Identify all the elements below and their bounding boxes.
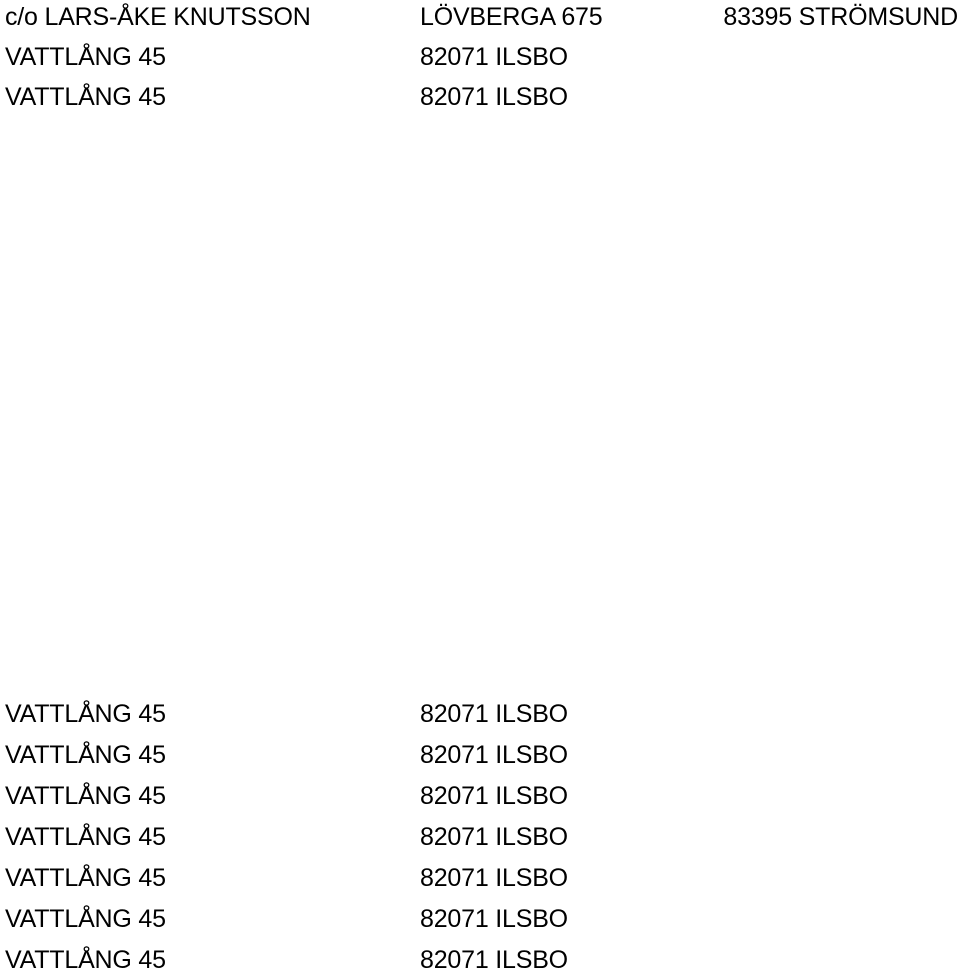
name-cell: VATTLÅNG 45: [5, 864, 166, 892]
name-cell: VATTLÅNG 45: [5, 43, 166, 71]
table-row: [0, 779, 960, 820]
name-cell: c/o LARS-ÅKE KNUTSSON: [5, 3, 311, 31]
table-row: [0, 738, 960, 779]
address-cell: 82071 ILSBO: [420, 905, 568, 933]
address-cell: 82071 ILSBO: [420, 946, 568, 971]
name-cell: VATTLÅNG 45: [5, 946, 166, 971]
address-cell: 82071 ILSBO: [420, 782, 568, 810]
name-cell: VATTLÅNG 45: [5, 823, 166, 851]
table-row: [0, 40, 960, 81]
table-row: [0, 697, 960, 738]
address-cell: LÖVBERGA 675: [420, 3, 603, 31]
name-cell: VATTLÅNG 45: [5, 83, 166, 111]
table-row: [0, 820, 960, 861]
table-row: [0, 861, 960, 902]
table-row: [0, 80, 960, 121]
table-row: [0, 0, 960, 41]
name-cell: VATTLÅNG 45: [5, 905, 166, 933]
table-row: [0, 943, 960, 971]
city-cell: 83395 STRÖMSUND: [723, 3, 958, 31]
name-cell: VATTLÅNG 45: [5, 700, 166, 728]
name-cell: VATTLÅNG 45: [5, 782, 166, 810]
address-cell: 82071 ILSBO: [420, 700, 568, 728]
name-cell: VATTLÅNG 45: [5, 741, 166, 769]
address-cell: 82071 ILSBO: [420, 864, 568, 892]
address-cell: 82071 ILSBO: [420, 741, 568, 769]
address-cell: 82071 ILSBO: [420, 823, 568, 851]
address-cell: 82071 ILSBO: [420, 43, 568, 71]
address-cell: 82071 ILSBO: [420, 83, 568, 111]
table-row: [0, 902, 960, 943]
